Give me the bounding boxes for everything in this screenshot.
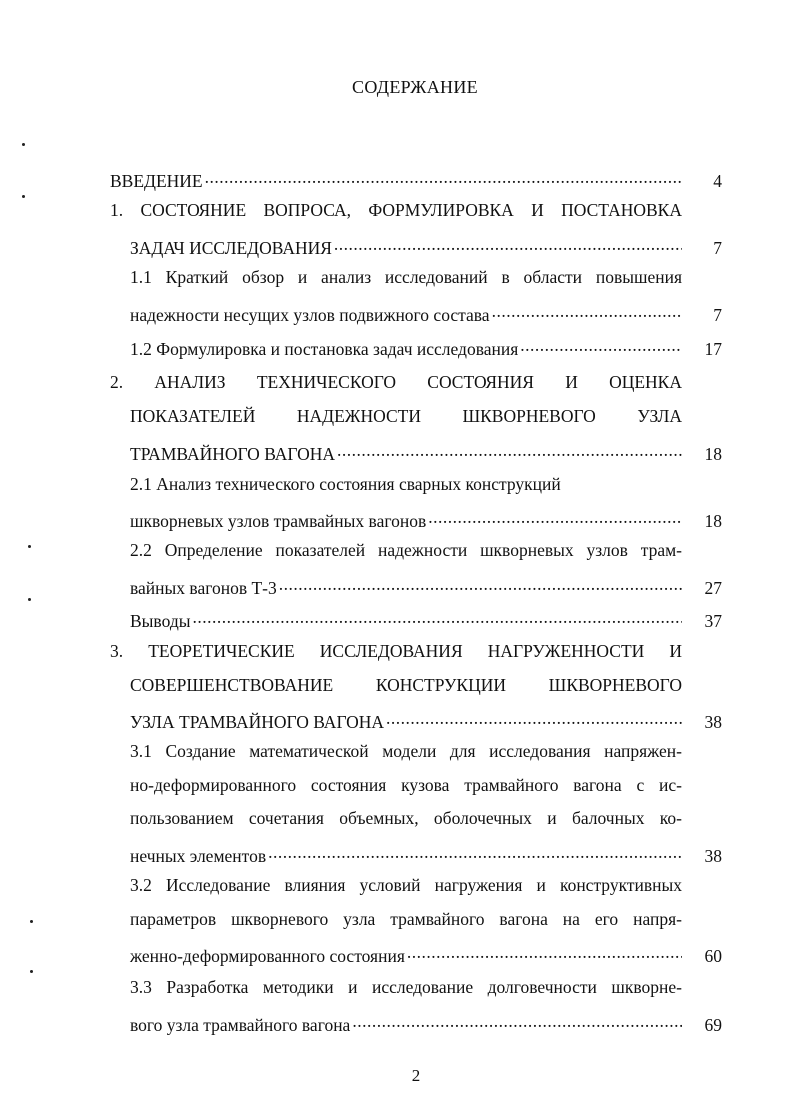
- toc-entry-title: 3.1 Создание математической модели для исследования напряжен-: [130, 741, 682, 761]
- toc-entry: [110, 372, 682, 402]
- toc-entry: [130, 808, 682, 838]
- dot-leader: [384, 708, 682, 728]
- toc-entry-title: шкворневых узлов трамвайных вагонов: [130, 511, 427, 531]
- toc-entry: [130, 909, 682, 939]
- dot-leader: [518, 335, 682, 355]
- scan-speck: [28, 598, 31, 601]
- toc-entry: [130, 507, 722, 537]
- toc-entry: [130, 1011, 722, 1041]
- dot-leader: [350, 1011, 682, 1031]
- scan-speck: [30, 970, 33, 973]
- toc-entry: [130, 741, 682, 771]
- toc-entry-title: 1.1 Краткий обзор и анализ исследований в области повышения: [130, 267, 682, 287]
- toc-page-number: 60: [704, 946, 722, 966]
- toc-entry: [130, 440, 722, 470]
- toc-entry-title: УЗЛА ТРАМВАЙНОГО ВАГОНА: [130, 712, 385, 732]
- page-number: 2: [411, 1066, 421, 1085]
- toc-entry: [130, 234, 722, 264]
- toc-entry: [130, 574, 722, 604]
- dot-leader: [490, 301, 682, 321]
- toc-entry: [130, 708, 722, 738]
- toc-entry: [130, 540, 682, 570]
- toc-entry: [110, 200, 682, 230]
- toc-entry-title: пользованием сочетания объемных, оболочечных и балочных ко-: [130, 808, 682, 828]
- dot-leader: [203, 167, 682, 187]
- toc-entry-title: вого узла трамвайного вагона: [130, 1015, 351, 1035]
- toc-entry: [130, 406, 682, 436]
- toc-entry: [110, 641, 682, 671]
- toc-page-number: 17: [704, 339, 722, 359]
- toc-entry-title: 3.2 Исследование влияния условий нагружения и конструктивных: [130, 875, 682, 895]
- toc-entry: [130, 775, 682, 805]
- toc-entry-title: ВВЕДЕНИЕ: [110, 171, 203, 191]
- toc-entry: [130, 842, 722, 872]
- toc-entry-title: 2.1 Анализ технического состояния сварных конструкций: [130, 474, 561, 494]
- toc-page-number: 38: [704, 846, 722, 866]
- toc-entry-title: ПОКАЗАТЕЛЕЙ НАДЕЖНОСТИ ШКВОРНЕВОГО УЗЛА: [130, 406, 682, 426]
- scan-speck: [28, 545, 31, 548]
- toc-page-number: 7: [713, 305, 722, 325]
- scan-speck: [30, 920, 33, 923]
- toc-entry: [130, 335, 722, 365]
- toc-entry-title: нечных элементов: [130, 846, 267, 866]
- toc-entry: [130, 977, 682, 1007]
- toc-entry: [130, 267, 682, 297]
- dot-leader: [266, 842, 682, 862]
- dot-leader: [190, 607, 682, 627]
- toc-entry-title: СОВЕРШЕНСТВОВАНИЕ КОНСТРУКЦИИ ШКВОРНЕВОГО: [130, 675, 682, 695]
- toc-entry-title: 2. АНАЛИЗ ТЕХНИЧЕСКОГО СОСТОЯНИЯ И ОЦЕНКА: [110, 372, 682, 392]
- toc-entry-title: женно-деформированного состояния: [130, 946, 405, 966]
- toc-page-number: 18: [704, 511, 722, 531]
- toc-entry: [130, 301, 722, 331]
- toc-entry-title: 3.3 Разработка методики и исследование долговечности шкворне-: [130, 977, 682, 997]
- toc-entry-title: надежности несущих узлов подвижного состава: [130, 305, 490, 325]
- toc-entry: [130, 607, 722, 637]
- dot-leader: [277, 574, 682, 594]
- dot-leader: [426, 507, 682, 527]
- toc-page-number: 69: [704, 1015, 722, 1035]
- toc-entry-title: Выводы: [130, 611, 191, 631]
- toc-entry-title: вайных вагонов Т-3: [130, 578, 277, 598]
- toc-page-number: 38: [704, 712, 722, 732]
- toc-entry-title: 1.2 Формулировка и постановка задач исследования: [130, 339, 519, 359]
- toc-entry-title: но-деформированного состояния кузова трамвайного вагона с ис-: [130, 775, 682, 795]
- toc-entry: [130, 474, 682, 504]
- toc-entry: [110, 167, 722, 197]
- toc-entry: [130, 942, 722, 972]
- toc-entry-title: 1. СОСТОЯНИЕ ВОПРОСА, ФОРМУЛИРОВКА И ПОСТАНОВКА: [110, 200, 682, 220]
- toc-page-number: 27: [704, 578, 722, 598]
- dot-leader: [335, 440, 682, 460]
- page-title: СОДЕРЖАНИЕ: [352, 77, 478, 97]
- scan-speck: [22, 195, 25, 198]
- dot-leader: [405, 942, 682, 962]
- toc-entry: [130, 675, 682, 705]
- scan-speck: [22, 143, 25, 146]
- toc-entry-title: ТРАМВАЙНОГО ВАГОНА: [130, 444, 336, 464]
- dot-leader: [332, 234, 682, 254]
- toc-entry-title: ЗАДАЧ ИССЛЕДОВАНИЯ: [130, 238, 332, 258]
- toc-entry: [130, 875, 682, 905]
- toc-entry-title: 3. ТЕОРЕТИЧЕСКИЕ ИССЛЕДОВАНИЯ НАГРУЖЕННОСТИ И: [110, 641, 682, 661]
- toc-page-number: 7: [713, 238, 722, 258]
- toc-page-number: 4: [713, 171, 722, 191]
- toc-page-number: 18: [704, 444, 722, 464]
- toc-entry-title: параметров шкворневого узла трамвайного вагона на его напря-: [130, 909, 682, 929]
- toc-entry-title: 2.2 Определение показателей надежности шкворневых узлов трам-: [130, 540, 682, 560]
- toc-page-number: 37: [704, 611, 722, 631]
